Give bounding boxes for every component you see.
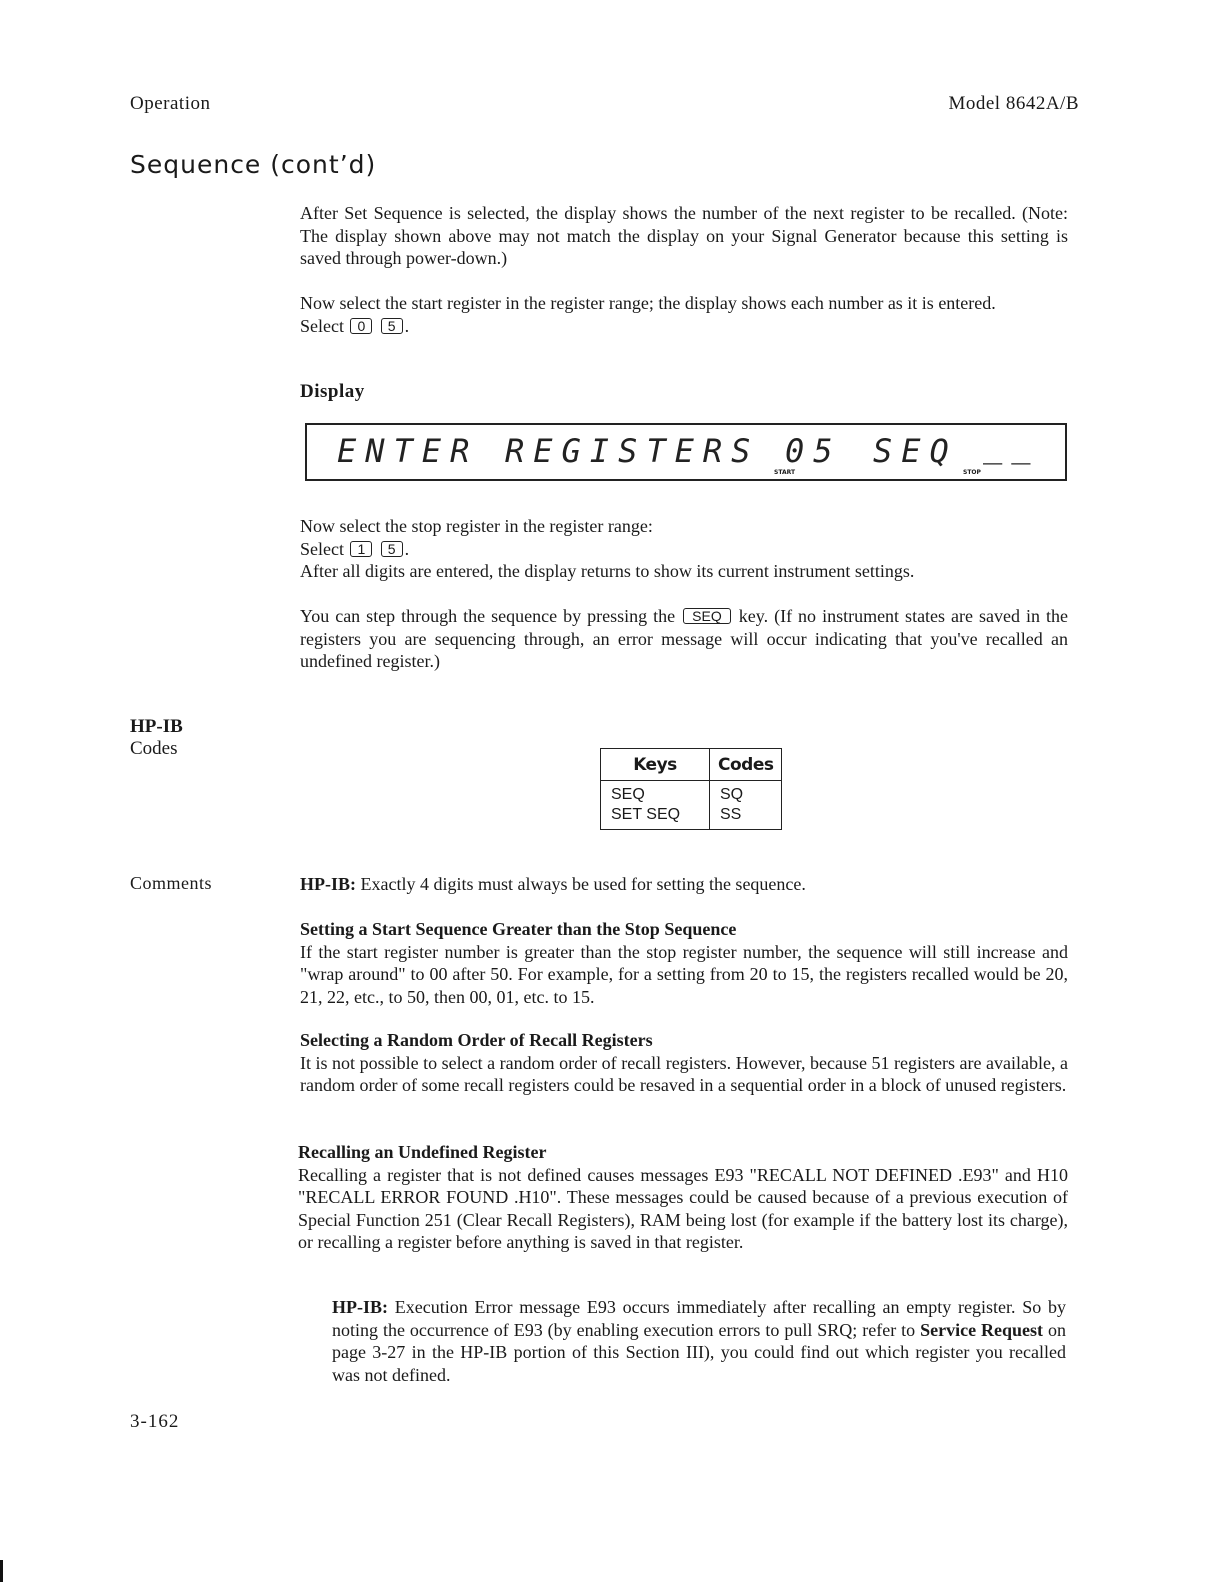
section-heading: Selecting a Random Order of Recall Registers bbox=[300, 1030, 653, 1050]
lcd-stop-value: __ bbox=[983, 427, 1040, 465]
scan-edge-mark bbox=[0, 1560, 3, 1582]
stop-register-text: Now select the stop register in the register range: bbox=[300, 516, 653, 536]
select-start-line bbox=[300, 315, 1068, 338]
section-heading: Setting a Start Sequence Greater than the Stop Sequence bbox=[300, 919, 737, 939]
key-5: 5 bbox=[381, 541, 403, 557]
lcd-start-label: START bbox=[774, 469, 796, 476]
hpib-digits-comment bbox=[300, 873, 1068, 896]
step-text-before: You can step through the sequence by pressing the bbox=[300, 606, 676, 626]
codes-cell bbox=[710, 781, 782, 830]
hpib-digits-text: Exactly 4 digits must always be used for setting the sequence. bbox=[360, 874, 806, 894]
step-sequence-text bbox=[300, 605, 1068, 673]
hpib-execution-error-note bbox=[332, 1296, 1066, 1386]
hpib-digits-line bbox=[300, 873, 1068, 896]
digits-entered-text: After all digits are entered, the display returns to show its current instrument settings. bbox=[300, 561, 915, 581]
select-label: Select bbox=[300, 315, 344, 336]
section-text: It is not possible to select a random order of recall registers. However, because 51 registers are available, a random order of some recall registers could be resaved in a sequential order in a block of unused registers. bbox=[300, 1052, 1068, 1095]
code-value: SQ bbox=[720, 786, 744, 803]
lcd-word-registers: REGISTERS bbox=[505, 432, 760, 470]
sidebar-hpib-label: HP-IB bbox=[130, 716, 183, 737]
codes-column-header: Codes bbox=[710, 749, 782, 781]
key-5: 5 bbox=[381, 318, 403, 334]
note-text-part-2: on page 3-27 in the HP-IB portion of this Section III), you could find out which register you recalled was not defined. bbox=[332, 1319, 1066, 1385]
service-request-reference: Service Request bbox=[920, 1319, 1044, 1340]
keys-column-header: Keys bbox=[601, 749, 710, 781]
start-greater-than-stop-section bbox=[300, 918, 1068, 1008]
display-heading: Display bbox=[300, 381, 365, 402]
page-number: 3-162 bbox=[130, 1411, 180, 1432]
note-text bbox=[332, 1296, 1066, 1386]
sidebar-comments-label: Comments bbox=[130, 873, 213, 893]
lcd-seq: SEQ bbox=[873, 432, 958, 470]
header-section-label: Operation bbox=[130, 93, 211, 114]
header-model-label: Model 8642A/B bbox=[948, 93, 1079, 114]
note-text-part-1: Execution Error message E93 occurs immediately after recalling an empty register. So by noting the occurrence of E93 (by enabling execution errors to pull SRQ; refer to bbox=[332, 1297, 1066, 1340]
lcd-word-enter: ENTER bbox=[337, 432, 479, 470]
lcd-start-value: 05 bbox=[785, 432, 842, 470]
note-hpib-label: HP-IB: bbox=[332, 1297, 388, 1317]
key-0: 0 bbox=[350, 318, 372, 334]
page-title: Sequence (cont’d) bbox=[130, 150, 377, 179]
select-stop-line bbox=[300, 538, 1068, 561]
start-register-text: Now select the start register in the register range; the display shows each number as it is entered. bbox=[300, 293, 996, 313]
section-heading: Recalling an Undefined Register bbox=[298, 1142, 547, 1162]
sidebar-codes-label: Codes bbox=[130, 738, 178, 759]
section-text: If the start register number is greater than the stop register number, the sequence will still increase and "wrap around" to 00 after 50. For example, for a setting from 20 to 15, the registers recalled would be 20, 21, 22, etc., to 50, then 00, 01, etc. to 15. bbox=[300, 941, 1068, 1007]
lcd-stop-label: STOP bbox=[963, 469, 981, 476]
key-1: 1 bbox=[350, 541, 372, 557]
step-sequence-paragraph bbox=[300, 605, 1068, 673]
step-text-after: key. (If no instrument states are saved in the registers you are sequencing through, an error message will occur indicating that you've recalled an undefined register.) bbox=[300, 606, 1069, 671]
table-header-row bbox=[601, 749, 782, 781]
key-name: SEQ bbox=[611, 786, 645, 803]
seq-key: SEQ bbox=[683, 608, 731, 624]
sidebar-hpib-codes bbox=[130, 716, 183, 760]
lcd-display-panel bbox=[305, 423, 1067, 481]
key-name: SET SEQ bbox=[611, 806, 681, 823]
select-end: . bbox=[404, 315, 410, 336]
random-order-section bbox=[300, 1029, 1068, 1097]
undefined-register-section bbox=[298, 1141, 1068, 1254]
table-row bbox=[601, 781, 782, 830]
hpib-codes-table bbox=[600, 748, 782, 830]
code-value: SS bbox=[720, 806, 742, 823]
select-end: . bbox=[404, 538, 410, 559]
section-text: Recalling a register that is not defined causes messages E93 "RECALL NOT DEFINED .E93" and H10 "RECALL ERROR FOUND .H10". These messages could be caused because of a previous execution of Special Function 251 (Clear Recall Registers), RAM being lost (for example if the battery lost its charge), or recalling a register before anything is saved in that register. bbox=[298, 1164, 1068, 1252]
keys-cell bbox=[601, 781, 710, 830]
set-sequence-note: After Set Sequence is selected, the display shows the number of the next register to be recalled. (Note: The display shown above may not match the display on your Signal Generator because this setting is saved through power-down.) bbox=[300, 203, 1068, 268]
stop-register-instructions bbox=[300, 515, 1068, 583]
start-register-instructions bbox=[300, 292, 1068, 337]
select-label: Select bbox=[300, 538, 344, 559]
intro-paragraph bbox=[300, 202, 1068, 270]
hpib-label: HP-IB: bbox=[300, 874, 356, 894]
